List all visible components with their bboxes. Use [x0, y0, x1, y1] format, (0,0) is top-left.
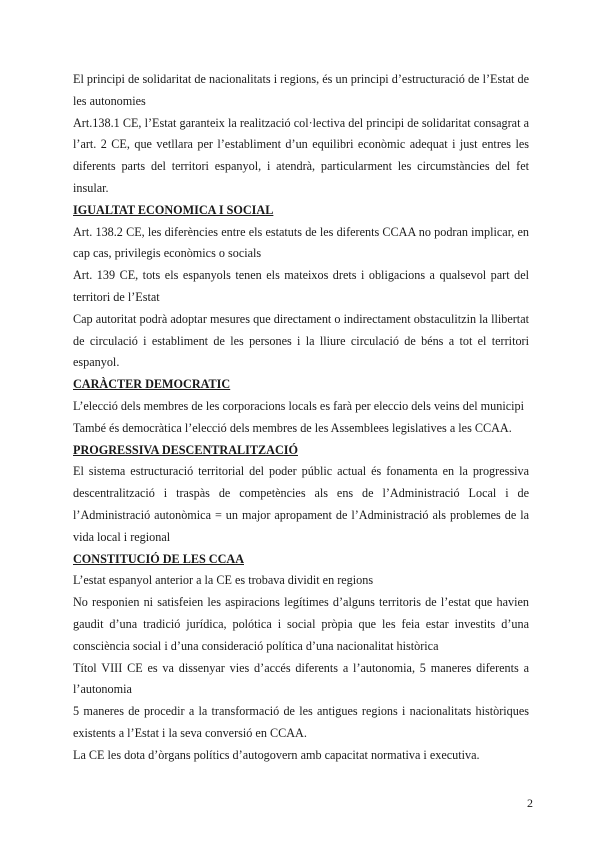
paragraph: També és democràtica l’elecció dels membres de les Assemblees legislatives a les CCAA. [73, 420, 512, 435]
paragraph: El principi de solidaritat de nacionalitats i regions, és un principi d’estructuració de l’Estat de les autonomies [73, 72, 529, 108]
page-number: 2 [527, 796, 533, 810]
paragraph: Art.138.1 CE, l’Estat garanteix la realització col·lectiva del principi de solidaritat consagrat a l’art. 2 CE, que vetllara per l’establiment d’un equilibri econòmic adequat i just entres les diferents parts del territori espanyol, i atendrà, particularment les circumstàncies del fet insular. [73, 115, 529, 195]
section-heading: IGUALTAT ECONOMICA I SOCIAL [73, 202, 274, 217]
section-heading: CARÀCTER DEMOCRATIC [73, 377, 231, 392]
paragraph: El sistema estructuració territorial del poder públic actual és fonamenta en la progressiva descentralització i traspàs de competències als ens de l’Administració Local i de l’Administració autonòmica = un major apropament de l’Administració als problemes de la vida local i regional [73, 464, 529, 544]
paragraph: No responien ni satisfeien les aspiracions legítimes d’alguns territoris de l’estat que havien gaudit d’una tradició jurídica, polótica i social pròpia que les feia estar investits d’una consciència social i d’una consideració política d’una nacionalitat històrica [73, 595, 529, 653]
section-heading: PROGRESSIVA DESCENTRALITZACIÓ [73, 442, 298, 457]
paragraph: L’estat espanyol anterior a la CE es trobava dividit en regions [73, 573, 374, 588]
paragraph: L’elecció dels membres de les corporacions locals es farà per eleccio dels veins del municipi [73, 398, 524, 413]
paragraph: La CE les dota d’òrgans polítics d’autogovern amb capacitat normativa i executiva. [73, 747, 480, 762]
paragraph: Títol VIII CE es va dissenyar vies d’accés diferents a l’autonomia, 5 maneres diferents a l’autonomia [73, 660, 529, 697]
section-heading: CONSTITUCIÓ DE LES CCAA [73, 551, 244, 566]
paragraph: 5 maneres de procedir a la transformació de les antigues regions i nacionalitats històriques existents a l’Estat i la seva conversió en CCAA. [73, 704, 529, 740]
paragraph: Art. 138.2 CE, les diferències entre els estatuts de les diferents CCAA no podran implicar, en cap cas, privilegis econòmics o socials [73, 224, 529, 261]
document-body [73, 69, 529, 767]
paragraph: Cap autoritat podrà adoptar mesures que directament o indirectament obstaculitzin la llibertat de circulació i establiment de les persones i la lliure circulació de béns a tot el territori espanyol. [73, 311, 529, 370]
paragraph: Art. 139 CE, tots els espanyols tenen els mateixos drets i obligacions a qualsevol part del territori de l’Estat [73, 268, 529, 304]
